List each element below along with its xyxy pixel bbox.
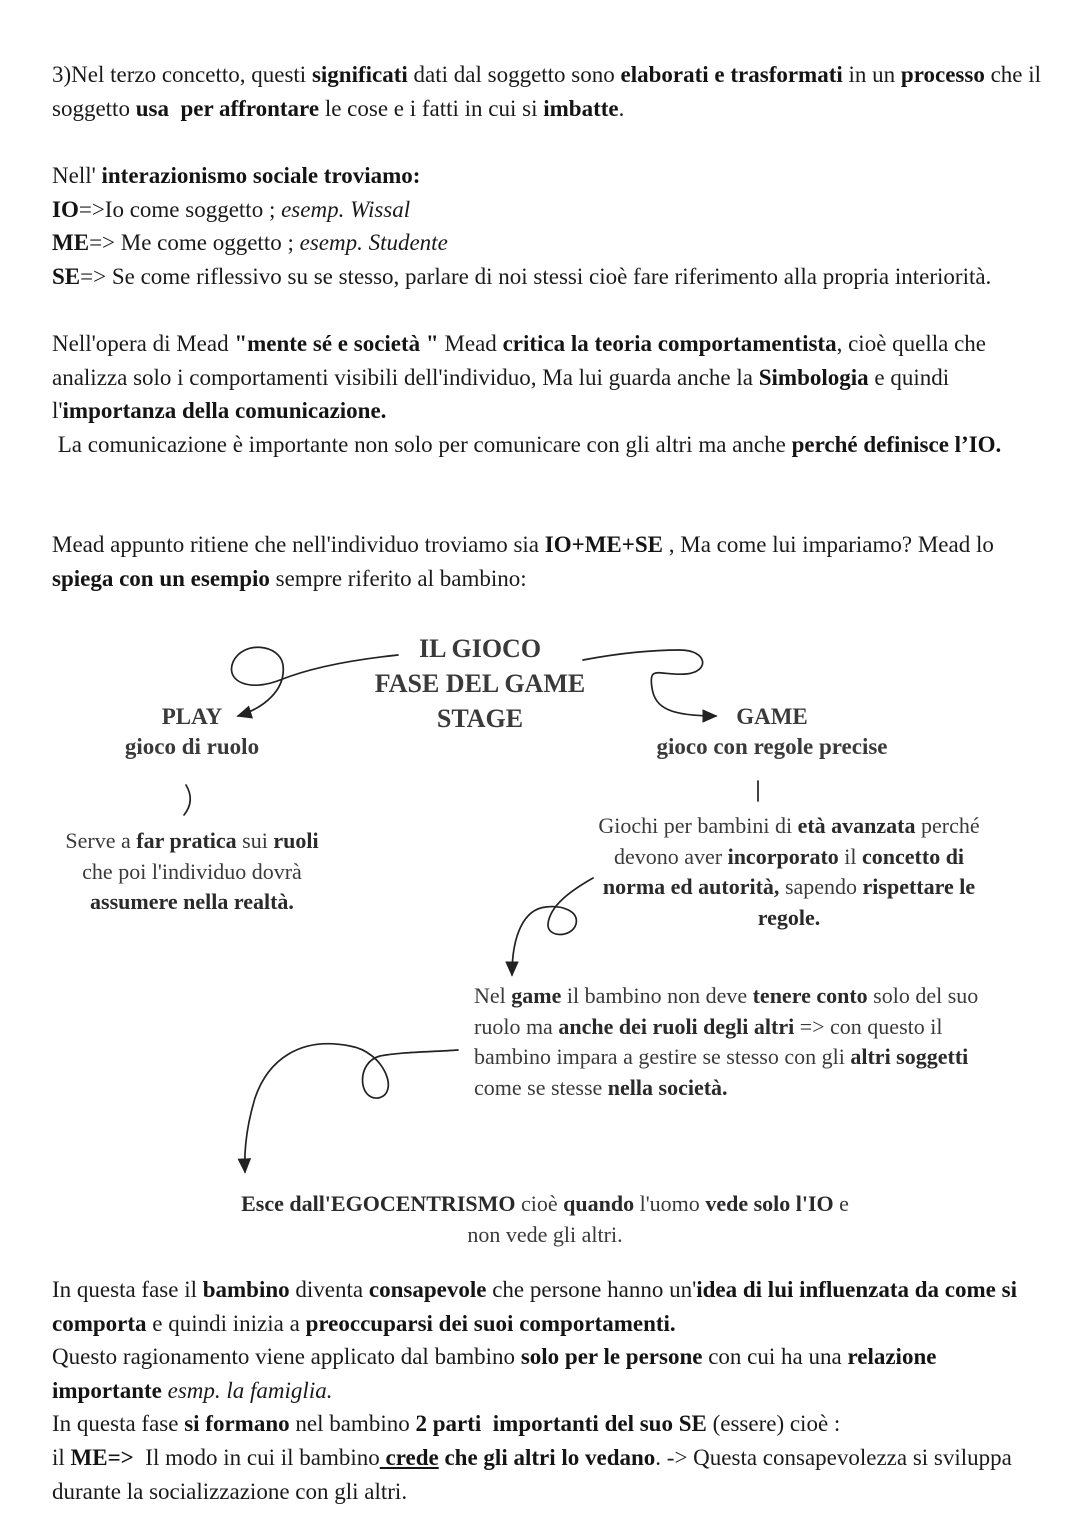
diagram-title-line2: FASE DEL GAME — [374, 669, 586, 698]
mead-work-paragraph: Nell'opera di Mead "mente sé e società " Mead critica la teoria comportamentista, cioè quella che analizza solo i comportamenti visibili dell'individuo, Ma lui guarda anche la Simbologia e quindi l'importanza della comunicazione. — [52, 331, 987, 424]
paragraph-third-concept: 3)Nel terzo concetto, questi significati dati dal soggetto sono elaborati e trasformati in un processo che il soggetto usa per affrontare le cose e i fatti in cui si imbatte. — [52, 62, 1042, 121]
connector-play-down — [184, 785, 190, 815]
diagram-title-line1: IL GIOCO — [418, 634, 542, 663]
mead-example-paragraph: Mead appunto ritiene che nell'individuo troviamo sia IO+ME+SE , Ma come lui impariamo? Mead lo spiega con un esempio sempre riferito al bambino: — [52, 532, 994, 591]
play-description: Serve a far pratica sui ruoli che poi l'individuo dovrà assumere nella realtà. — [65, 828, 319, 914]
relationship-paragraph: Questo ragionamento viene applicato dal bambino solo per le persone con cui ha una relazione importante esmp. la famiglia. — [52, 1344, 937, 1403]
connector-to-egocentrism — [245, 1044, 458, 1172]
diagram-title-line3: STAGE — [436, 704, 524, 733]
egocentrism-note: Esce dall'EGOCENTRISMO cioè quando l'uomo vede solo l'IO e non vede gli altri. — [241, 1191, 849, 1247]
self-parts-paragraph: In questa fase si formano nel bambino 2 parti importanti del suo SE (essere) cioè : — [52, 1411, 841, 1436]
interactionism-heading: Nell' interazionismo sociale troviamo: — [52, 163, 421, 188]
io-definition: IO=>Io come soggetto ; esemp. Wissal — [52, 197, 411, 222]
game-description: Giochi per bambini di età avanzata perché devono aver incorporato il concetto di norma ed autorità, sapendo rispettare le regole. — [598, 813, 980, 930]
game-node — [622, 702, 922, 762]
game-note: Nel game il bambino non deve tenere conto solo del suo ruolo ma anche dei ruoli degli altri => con questo il bambino impara a gestire se stesso con gli altri soggetti come se stesse nella società. — [474, 983, 979, 1100]
game-label: GAME — [736, 704, 808, 729]
play-subtitle: gioco di ruolo — [124, 734, 260, 759]
play-label: PLAY — [161, 704, 223, 729]
connector-to-game-note — [512, 878, 593, 975]
awareness-paragraph: In questa fase il bambino diventa consapevole che persone hanno un'idea di lui influenzata da come si comporta e quindi inizia a preoccuparsi dei suoi comportamenti. — [52, 1277, 1017, 1336]
play-node — [92, 702, 292, 762]
me-definition: ME=> Me come oggetto ; esemp. Studente — [52, 230, 448, 255]
se-definition: SE=> Se come riflessivo su se stesso, parlare di noi stessi cioè fare riferimento alla propria interiorità. — [52, 264, 992, 289]
communication-paragraph: La comunicazione è importante non solo per comunicare con gli altri ma anche perché definisce l’IO. — [52, 432, 1002, 457]
game-subtitle: gioco con regole precise — [656, 734, 888, 759]
diagram-title — [340, 631, 620, 736]
me-perception-paragraph: il ME=> Il modo in cui il bambino crede che gli altri lo vedano. -> Questa consapevolezza si sviluppa durante la socializzazione con gli altri. — [52, 1445, 1012, 1504]
